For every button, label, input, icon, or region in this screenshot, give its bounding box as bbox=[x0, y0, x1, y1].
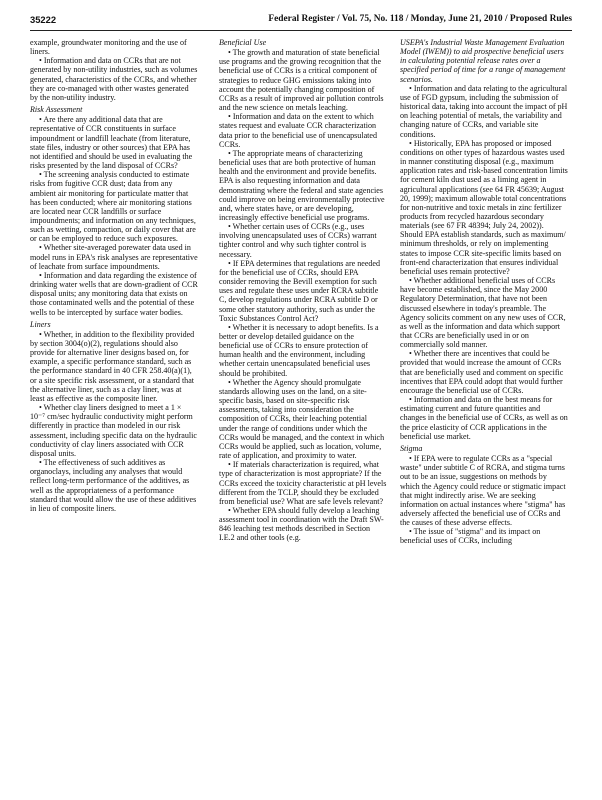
header-rule bbox=[30, 30, 572, 31]
section-heading-beneficial-use: Beneficial Use bbox=[219, 38, 267, 47]
paragraph: • Historically, EPA has proposed or imposed conditions on other types of hazardous wastes used in manner constituting disposal (e.g., maximum application rates and risk-based concentration limits for cement kiln dust used as a liming agent in agricultural applications (see 64 FR 45639; August 20, 1999); maximum allowable total concentrations for non-nutritive and toxic metals in zinc fertilizer products from recycled hazardous secondary materials (see 67 FR 48394; July 24, 2002)). Should EPA establish standards, such as maximum/ minimum thresholds, or rely on implementing states to impose CCR site-specific limits based on front-end characterization that ensures individual beneficial uses remain protective? bbox=[400, 138, 568, 276]
paragraph: • The issue of "stigma" and its impact on beneficial uses of CCRs, including bbox=[400, 527, 541, 546]
paragraph: • Whether additional beneficial uses of CCRs have become established, since the May 2000 Regulatory Determination, that have not been discussed elsewhere in today's preamble. The Agency solicits comment on any new uses of CCR, as well as the information and data which support that CCRs are beneficially used in or on commercially sold manner. bbox=[400, 276, 566, 350]
paragraph: • The appropriate means of characterizing beneficial uses that are both protective of human health and the environment and provide benefits. EPA is also requesting information and data demonstrating where the federal and state agencies could improve on being environmentally protective and, where states have, or are developing, increasingly effective beneficial use programs. bbox=[219, 148, 385, 222]
column-right bbox=[400, 38, 568, 788]
page-header bbox=[30, 14, 572, 28]
paragraph: • Whether clay liners designed to meet a 1 × 10⁻⁷ cm/sec hydraulic conductivity might perform differently in practice than modeled in our risk assessment, including specific data on the hydraulic conductivity of clay liners associated with CCR disposal units. bbox=[30, 403, 197, 458]
column-left bbox=[30, 38, 198, 788]
running-head: Federal Register / Vol. 75, No. 118 / Monday, June 21, 2010 / Proposed Rules bbox=[268, 14, 572, 24]
paragraph: • The growth and maturation of state beneficial use programs and the growing recognition that the beneficial use of CCRs is a critical component of strategies to reduce GHG emissions taking into account the potentially changing composition of CCRs as a result of improved air pollution controls and the new science on metals leaching. bbox=[219, 48, 384, 113]
paragraph: • Whether the Agency should promulgate standards allowing uses on the land, on a site-specific basis, based on site-specific risk assessments, taking into consideration the composition of CCRs, their leaching potential under the range of conditions under which the CCRs would be managed, and the context in which CCRs would be applied, such as location, volume, rate of application, and proximity to water. bbox=[219, 377, 385, 461]
paragraph: • If materials characterization is required, what type of characterization is most appropriate? If the CCRs exceed the toxicity characteristic at pH levels different from the TCLP, should they be excluded from beneficial use? What are safe levels relevant? bbox=[219, 460, 387, 506]
paragraph: • Whether it is necessary to adopt benefits. Is a better or develop detailed guidance on the beneficial use of CCRs to ensure protection of human health and the environment, including whether certain unencapsulated beneficial uses should be prohibited. bbox=[219, 322, 379, 378]
paragraph: • Information and data on the extent to which states request and evaluate CCR characterization data prior to the beneficial use of unencapsulated CCRs. bbox=[219, 112, 377, 149]
column-middle bbox=[219, 38, 387, 788]
paragraph: • The screening analysis conducted to estimate risks from fugitive CCR dust; data from any ambient air monitoring for particulate matter that has been conducted; where air monitoring stations are located near CCR landfills or surface impoundments; and information on any techniques, such as wetting, compaction, or daily cover that are or can be employed to reduce such exposures. bbox=[30, 170, 196, 244]
paragraph: • Whether EPA should fully develop a leaching assessment tool in coordination with the Draft SW-846 leaching test methods described in Section I.E.2 and other tools (e.g. bbox=[219, 505, 384, 543]
page-number: 35222 bbox=[30, 14, 57, 25]
paragraph: • Information and data on CCRs that are not generated by non-utility industries, such as volumes generated, characteristics of the CCRs, and whether they are co-managed with other wastes generated by the non-utility industry. bbox=[30, 56, 198, 102]
paragraph: • Whether there are incentives that could be provided that would increase the amount of CCRs that are beneficially used and comment on specific incentives that EPA could adopt that would further encourage the beneficial use of CCRs. bbox=[400, 349, 564, 395]
paragraph: • If EPA were to regulate CCRs as a "special waste" under subtitle C of RCRA, and stigma turns out to be an issue, suggestions on methods by which the Agency could reduce or stigmatic impact that might indirectly arise. We are seeking information on actual instances where "stigma" has adversely affected the beneficial use of CCRs and the causes of these adverse effects. bbox=[400, 454, 566, 528]
paragraph: • Whether, in addition to the flexibility provided by section 3004(o)(2), regulations should also provide for alternative liner designs based on, for example, a specific performance standard, such as the performance standard in 40 CFR 258.40(a)(1), or a site specific risk assessment, or a standard that the alternative liner, such as a clay liner, was at least as effective as the composite liner. bbox=[30, 329, 195, 403]
paragraph: • The effectiveness of such additives as organoclays, including any analyses that would reflect long-term performance of the additives, as well as the appropriateness of a performance standard that would allow the use of these additives in lieu of composite liners. bbox=[30, 458, 197, 513]
paragraph: • Information and data relating to the agricultural use of FGD gypsum, including the submission of historical data, taking into account the impact of pH on leaching potential of metals, the variability and changing nature of CCRs, and variable site conditions. bbox=[400, 83, 568, 139]
paragraph: • Are there any additional data that are representative of CCR constituents in surface impoundment or landfill leachate (from literature, state files, industry or other sources) that EPA has not identified and should be used in evaluating the risks presented by the land disposal of CCRs? bbox=[30, 115, 193, 171]
section-heading-risk-assessment: Risk Assessment bbox=[30, 105, 83, 115]
paragraph: • Whether site-averaged porewater data used in model runs in EPA's risk analyses are representative of leachate from surface impoundments. bbox=[30, 243, 198, 271]
paragraph: • If EPA determines that regulations are needed for the beneficial use of CCRs, should EPA consider removing the Bevill exemption for such uses and regulate these uses under RCRA subtitle C, develop regulations under RCRA subtitle D or some other statutory authority, such as under the Toxic Substances Control Act? bbox=[219, 258, 381, 323]
paragraph: • Information and data regarding the existence of drinking water wells that are down-gradient of CCR disposal units; any monitoring data that exists on those contaminated wells and the potential of these wells to be intercepted by surface water bodies. bbox=[30, 270, 198, 317]
paragraph: • Whether certain uses of CCRs (e.g., uses involving unencapsulated uses of CCRs) warrant tighter control and why such tighter control is necessary. bbox=[219, 222, 377, 259]
paragraph: • Information and data on the best means for estimating current and future quantities and changes in the beneficial use of CCRs, as well as on the price elasticity of CCR applications in the beneficial use market. bbox=[400, 395, 568, 441]
section-heading-liners: Liners bbox=[30, 319, 51, 329]
section-heading-stigma: Stigma bbox=[400, 443, 423, 453]
paragraph: USEPA's Industrial Waste Management Evaluation Model (IWEM)) to aid prospective beneficial users in calculating potential release rates over a specified period of time for a range of management scenarios. bbox=[400, 38, 566, 84]
paragraph: example, groundwater monitoring and the use of liners. bbox=[30, 38, 187, 57]
